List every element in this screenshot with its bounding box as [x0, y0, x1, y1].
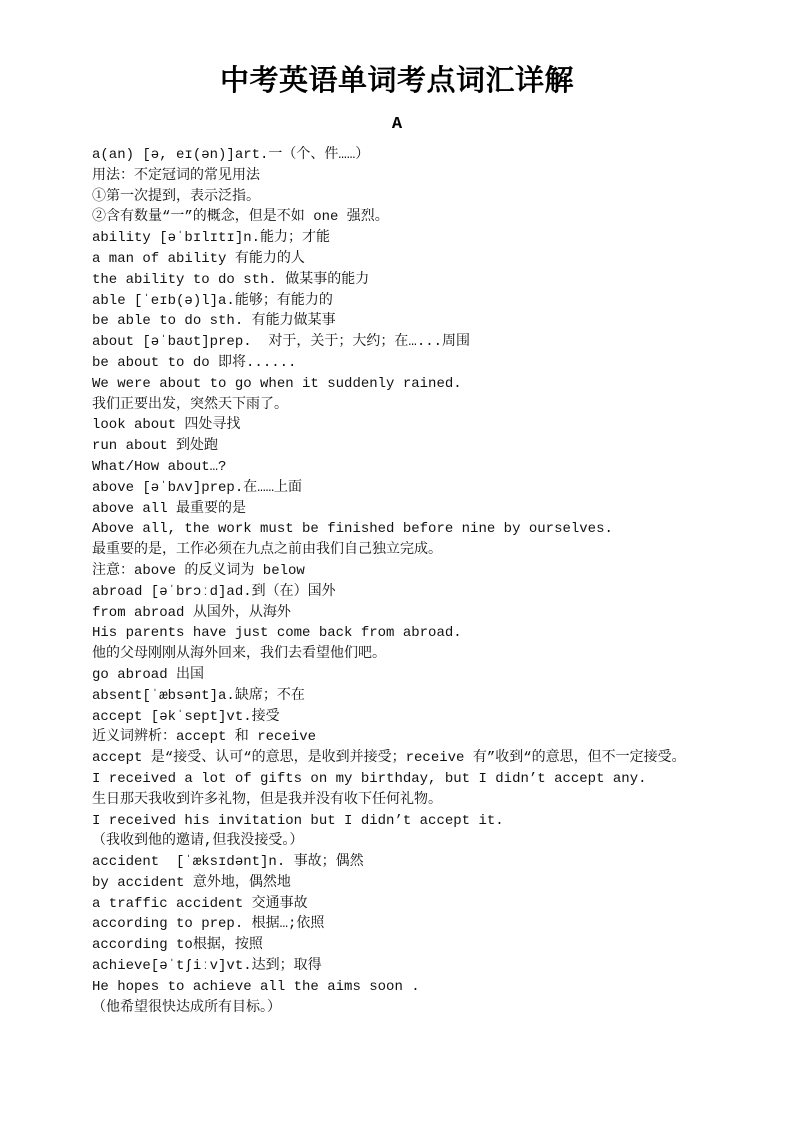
entry-line: ②含有数量“一”的概念，但是不如 one 强烈。: [92, 209, 389, 226]
entry-line: run about 到处跑: [92, 438, 219, 455]
entry-line: be about to do 即将......: [92, 354, 297, 371]
entry-line: accept [əkˈsept]vt.接受: [92, 708, 280, 725]
entry-line: 最重要的是，工作必须在九点之前由我们自己独立完成。: [92, 542, 442, 559]
entry-line: （我收到他的邀请,但我没接受。）: [92, 833, 304, 850]
entry-line: from abroad 从国外，从海外: [92, 604, 291, 621]
entry-line: What/How about…?: [92, 458, 227, 475]
entry-line: according to prep. 根据…;依照: [92, 916, 325, 933]
entry-line: 近义词辨析：accept 和 receive: [92, 729, 317, 746]
entry-line: a man of ability 有能力的人: [92, 250, 305, 267]
entry-line: abroad [əˈbrɔːd]ad.到（在）国外: [92, 583, 336, 600]
entry-line: 我们正要出发，突然天下雨了。: [92, 396, 288, 413]
entry-line: by accident 意外地，偶然地: [92, 874, 291, 891]
entry-line: Above all, the work must be finished before nine by ourselves.: [92, 521, 613, 538]
entry-line: above [əˈbʌv]prep.在……上面: [92, 479, 303, 496]
entry-line: 用法：不定冠词的常见用法: [92, 167, 260, 184]
document-title: 中考英语单词考点词汇详解: [219, 63, 574, 97]
entry-line: achieve[əˈtʃiːv]vt.达到；取得: [92, 958, 322, 975]
section-heading: A: [391, 115, 403, 134]
entry-line: accident [ˈæksɪdənt]n. 事故；偶然: [92, 854, 364, 871]
entry-line: above all 最重要的是: [92, 500, 247, 517]
entry-line: go abroad 出国: [92, 666, 205, 683]
entry-line: ①第一次提到，表示泛指。: [92, 188, 260, 205]
entry-line: look about 四处寻找: [92, 417, 241, 434]
entry-line: the ability to do sth. 做某事的能力: [92, 271, 370, 288]
entry-line: be able to do sth. 有能力做某事: [92, 313, 336, 330]
entry-line: absent[ˈæbsənt]a.缺席；不在: [92, 687, 305, 704]
vocabulary-entries: [60, 145, 736, 1018]
entry-line: according to根据，按照: [92, 937, 263, 954]
entry-line: He hopes to achieve all the aims soon .: [92, 978, 420, 995]
entry-line: 注意：above 的反义词为 below: [92, 562, 305, 579]
entry-line: ability [əˈbɪlɪtɪ]n.能力；才能: [92, 230, 331, 247]
entry-line: about [əˈbaʊt]prep. 对于，关于；大约；在…...周围: [92, 334, 471, 351]
entry-line: We were about to go when it suddenly rained.: [92, 375, 462, 392]
entry-line: His parents have just come back from abroad.: [92, 625, 462, 642]
entry-line: I received his invitation but I didn’t accept it.: [92, 812, 504, 829]
entry-line: able [ˈeɪb(ə)l]a.能够；有能力的: [92, 292, 333, 309]
entry-line: I received a lot of gifts on my birthday, but I didn’t accept any.: [92, 770, 647, 787]
entry-line: a(an) [ə, eɪ(ən)]art.一（个、件……）: [92, 147, 370, 163]
entry-line: accept 是“接受、认可“的意思，是收到并接受；receive 有”收到“的意思，但不一定接受。: [92, 750, 686, 767]
entry-line: a traffic accident 交通事故: [92, 895, 308, 912]
entry-line: （他希望很快达成所有目标。）: [92, 999, 281, 1016]
entry-line: 生日那天我收到许多礼物，但是我并没有收下任何礼物。: [92, 791, 442, 808]
entry-line: 他的父母刚刚从海外回来，我们去看望他们吧。: [92, 646, 386, 663]
